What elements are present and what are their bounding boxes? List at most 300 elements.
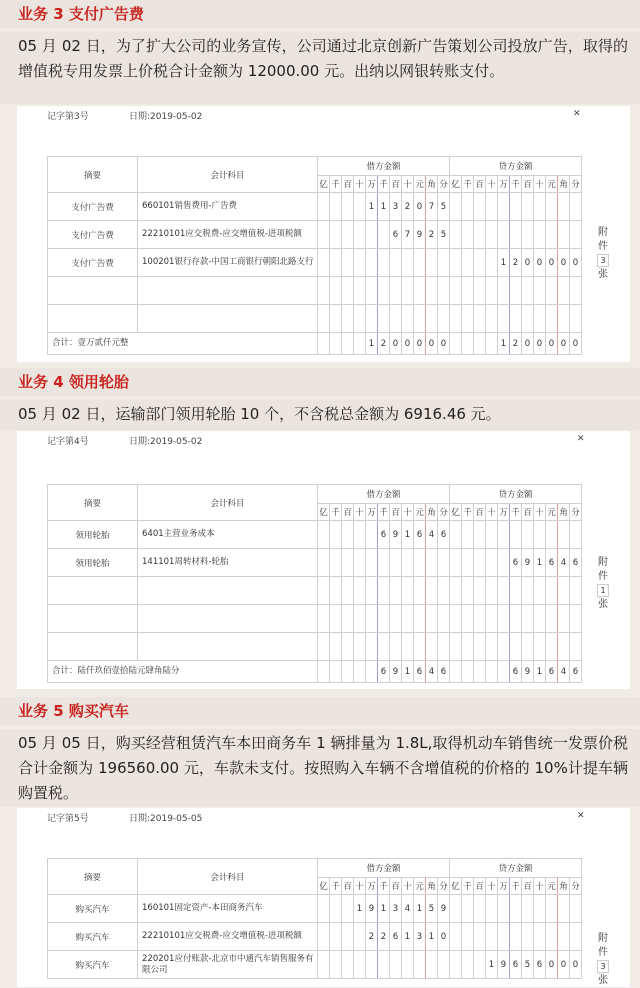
debit-digit — [342, 305, 354, 333]
debit-digit — [414, 277, 426, 305]
debit-digit — [366, 605, 378, 633]
voucher-number: 记字第4号 — [47, 437, 89, 447]
digit-header: 亿 — [450, 176, 462, 193]
credit-digit: 6 — [510, 549, 522, 577]
debit-digit — [342, 193, 354, 221]
digit-header: 百 — [474, 504, 486, 521]
debit-digit — [366, 661, 378, 683]
attach-label: 张 — [598, 599, 608, 610]
digit-header: 千 — [510, 504, 522, 521]
credit-digit — [534, 521, 546, 549]
debit-digit: 6 — [414, 661, 426, 683]
credit-digit — [534, 633, 546, 661]
attach-label: 件 — [598, 571, 608, 582]
debit-digit — [402, 305, 414, 333]
debit-digit — [414, 549, 426, 577]
debit-digit: 2 — [426, 221, 438, 249]
digit-header: 亿 — [318, 176, 330, 193]
voucher-table — [47, 484, 582, 683]
debit-digit — [342, 249, 354, 277]
credit-digit — [570, 605, 582, 633]
digit-header: 百 — [522, 504, 534, 521]
credit-digit — [462, 221, 474, 249]
credit-digit — [474, 633, 486, 661]
credit-digit — [474, 221, 486, 249]
debit-digit — [318, 923, 330, 951]
credit-digit — [570, 221, 582, 249]
subject-cell — [138, 277, 318, 305]
credit-digit — [486, 221, 498, 249]
credit-digit — [450, 193, 462, 221]
credit-digit: 6 — [546, 549, 558, 577]
summary-cell: 支付广告费 — [48, 193, 138, 221]
debit-digit: 1 — [378, 193, 390, 221]
digit-header: 百 — [342, 504, 354, 521]
credit-digit — [558, 633, 570, 661]
credit-digit — [546, 193, 558, 221]
debit-digit — [390, 305, 402, 333]
debit-digit: 1 — [402, 923, 414, 951]
credit-digit — [450, 221, 462, 249]
credit-digit — [498, 895, 510, 923]
digit-header: 十 — [534, 176, 546, 193]
debit-digit — [366, 577, 378, 605]
credit-digit — [546, 577, 558, 605]
credit-digit — [486, 249, 498, 277]
attachment-count — [595, 556, 611, 612]
debit-digit — [318, 521, 330, 549]
credit-digit — [498, 305, 510, 333]
subject-cell: 22210101应交税费-应交增值税-进项税额 — [138, 923, 318, 951]
table-row — [48, 577, 582, 605]
digit-header: 百 — [390, 176, 402, 193]
credit-digit — [486, 661, 498, 683]
debit-digit — [354, 577, 366, 605]
table-row — [48, 633, 582, 661]
credit-digit: 2 — [510, 249, 522, 277]
debit-digit — [330, 333, 342, 355]
credit-digit: 6 — [546, 661, 558, 683]
debit-digit — [378, 577, 390, 605]
credit-digit: 0 — [570, 249, 582, 277]
digit-header: 亿 — [318, 878, 330, 895]
digit-header: 亿 — [450, 878, 462, 895]
credit-digit — [450, 249, 462, 277]
digit-header: 十 — [486, 504, 498, 521]
debit-digit — [426, 549, 438, 577]
debit-digit — [342, 333, 354, 355]
digit-header: 角 — [426, 878, 438, 895]
debit-digit: 2 — [378, 333, 390, 355]
debit-digit — [318, 605, 330, 633]
digit-header: 分 — [570, 504, 582, 521]
debit-digit: 9 — [366, 895, 378, 923]
debit-digit — [354, 549, 366, 577]
debit-digit — [318, 221, 330, 249]
digit-header: 角 — [558, 878, 570, 895]
debit-digit — [342, 577, 354, 605]
debit-header: 借方金额 — [318, 157, 450, 176]
table-row — [48, 193, 582, 221]
subject-cell: 141101周转材料-轮胎 — [138, 549, 318, 577]
credit-digit: 4 — [558, 661, 570, 683]
debit-digit — [342, 221, 354, 249]
credit-digit — [534, 577, 546, 605]
debit-digit — [330, 521, 342, 549]
voucher-header — [17, 431, 630, 447]
credit-digit — [570, 577, 582, 605]
debit-digit: 4 — [426, 661, 438, 683]
credit-digit — [486, 521, 498, 549]
section-heading: 业务 3 支付广告费 — [0, 0, 640, 28]
credit-digit — [474, 305, 486, 333]
credit-digit: 5 — [522, 951, 534, 979]
debit-digit: 6 — [414, 521, 426, 549]
debit-digit — [354, 661, 366, 683]
table-row — [48, 521, 582, 549]
debit-digit — [438, 549, 450, 577]
digit-header: 十 — [402, 878, 414, 895]
debit-digit — [438, 951, 450, 979]
voucher-date: 日期:2019-05-05 — [129, 814, 203, 824]
debit-digit — [438, 605, 450, 633]
credit-digit — [462, 333, 474, 355]
credit-digit — [486, 549, 498, 577]
subject-cell: 22210101应交税费-应交增值税-进项税额 — [138, 221, 318, 249]
credit-digit — [450, 605, 462, 633]
debit-digit: 2 — [378, 923, 390, 951]
credit-digit — [498, 277, 510, 305]
debit-digit — [330, 193, 342, 221]
close-icon[interactable]: ✕ — [577, 811, 585, 821]
digit-header: 元 — [414, 504, 426, 521]
debit-digit — [366, 951, 378, 979]
credit-digit — [450, 305, 462, 333]
summary-header: 摘要 — [48, 485, 138, 521]
credit-digit — [474, 895, 486, 923]
credit-digit — [522, 221, 534, 249]
credit-digit — [546, 277, 558, 305]
credit-header: 贷方金额 — [450, 859, 582, 878]
credit-digit — [510, 193, 522, 221]
digit-header: 十 — [354, 878, 366, 895]
debit-digit — [366, 633, 378, 661]
debit-digit: 0 — [438, 333, 450, 355]
attach-label: 附 — [598, 227, 608, 238]
digit-header: 分 — [438, 176, 450, 193]
voucher-number: 记字第3号 — [47, 112, 89, 122]
debit-digit — [378, 221, 390, 249]
credit-digit — [534, 605, 546, 633]
debit-digit — [402, 951, 414, 979]
voucher-table — [47, 156, 582, 355]
debit-digit: 9 — [390, 661, 402, 683]
debit-digit — [366, 221, 378, 249]
debit-digit: 7 — [402, 221, 414, 249]
credit-digit — [474, 249, 486, 277]
debit-digit — [426, 577, 438, 605]
credit-digit — [546, 633, 558, 661]
debit-digit: 1 — [366, 193, 378, 221]
debit-digit — [318, 895, 330, 923]
debit-digit: 1 — [378, 895, 390, 923]
credit-digit — [534, 277, 546, 305]
debit-digit — [366, 521, 378, 549]
debit-digit: 9 — [390, 521, 402, 549]
credit-digit: 1 — [498, 333, 510, 355]
debit-digit — [330, 605, 342, 633]
credit-digit — [462, 633, 474, 661]
credit-digit — [462, 521, 474, 549]
credit-digit: 6 — [570, 549, 582, 577]
digit-header: 千 — [510, 878, 522, 895]
digit-header: 千 — [330, 878, 342, 895]
credit-digit — [462, 549, 474, 577]
section-paragraph: 05 月 02 日，运输部门领用轮胎 10 个，不含税总金额为 6916.46 元。 — [0, 400, 640, 430]
total-row — [48, 333, 582, 355]
credit-digit — [462, 661, 474, 683]
debit-digit — [426, 605, 438, 633]
credit-digit: 2 — [510, 333, 522, 355]
credit-digit — [570, 277, 582, 305]
debit-digit: 0 — [390, 333, 402, 355]
credit-digit — [510, 277, 522, 305]
digit-header: 十 — [486, 878, 498, 895]
credit-digit: 0 — [558, 333, 570, 355]
digit-header: 百 — [522, 878, 534, 895]
attach-label: 件 — [598, 947, 608, 958]
credit-digit: 4 — [558, 549, 570, 577]
debit-digit — [342, 549, 354, 577]
debit-digit — [318, 549, 330, 577]
credit-digit — [534, 221, 546, 249]
summary-cell — [48, 305, 138, 333]
credit-digit — [546, 895, 558, 923]
digit-header: 万 — [498, 176, 510, 193]
debit-digit — [342, 661, 354, 683]
credit-digit — [462, 951, 474, 979]
credit-digit — [546, 521, 558, 549]
table-header-row — [48, 157, 582, 176]
attach-label: 张 — [598, 269, 608, 280]
debit-digit: 1 — [426, 923, 438, 951]
credit-digit: 0 — [534, 333, 546, 355]
debit-digit — [342, 277, 354, 305]
credit-digit — [522, 633, 534, 661]
credit-digit — [486, 577, 498, 605]
digit-header: 千 — [330, 504, 342, 521]
credit-digit: 0 — [570, 333, 582, 355]
debit-digit — [378, 549, 390, 577]
voucher-date: 日期:2019-05-02 — [129, 437, 203, 447]
credit-digit: 1 — [486, 951, 498, 979]
debit-digit — [330, 549, 342, 577]
digit-header: 千 — [462, 176, 474, 193]
summary-cell: 领用轮胎 — [48, 549, 138, 577]
credit-digit: 6 — [534, 951, 546, 979]
debit-digit — [354, 249, 366, 277]
debit-digit — [318, 633, 330, 661]
debit-digit — [402, 277, 414, 305]
summary-cell: 领用轮胎 — [48, 521, 138, 549]
digit-header: 万 — [498, 504, 510, 521]
debit-digit — [354, 521, 366, 549]
credit-digit: 0 — [546, 951, 558, 979]
credit-digit — [570, 895, 582, 923]
debit-digit: 5 — [438, 193, 450, 221]
credit-digit — [510, 521, 522, 549]
debit-digit — [366, 277, 378, 305]
credit-digit — [486, 333, 498, 355]
debit-digit — [426, 633, 438, 661]
credit-digit — [474, 333, 486, 355]
credit-digit — [498, 549, 510, 577]
credit-digit — [546, 305, 558, 333]
credit-digit — [462, 923, 474, 951]
credit-digit — [474, 549, 486, 577]
section-paragraph: 05 月 02 日，为了扩大公司的业务宣传，公司通过北京创新广告策划公司投放广告，取得的增值税专用发票上价税合计金额为 12000.00 元。出纳以网银转账支付。 — [0, 32, 640, 104]
debit-digit: 6 — [390, 923, 402, 951]
section-heading: 业务 4 领用轮胎 — [0, 368, 640, 396]
voucher-number: 记字第5号 — [47, 814, 89, 824]
debit-digit — [354, 333, 366, 355]
summary-cell: 支付广告费 — [48, 249, 138, 277]
debit-digit — [378, 305, 390, 333]
debit-digit: 5 — [438, 221, 450, 249]
digit-header: 十 — [402, 504, 414, 521]
credit-digit — [486, 277, 498, 305]
voucher-panel — [17, 431, 630, 689]
attach-number: 3 — [597, 960, 609, 973]
credit-digit — [486, 633, 498, 661]
credit-digit — [474, 923, 486, 951]
debit-digit — [354, 221, 366, 249]
debit-digit — [438, 277, 450, 305]
credit-digit — [522, 895, 534, 923]
table-row — [48, 895, 582, 923]
credit-digit — [486, 305, 498, 333]
debit-digit — [390, 549, 402, 577]
digit-header: 千 — [510, 176, 522, 193]
credit-digit — [450, 521, 462, 549]
credit-digit — [474, 277, 486, 305]
close-icon[interactable]: ✕ — [573, 109, 581, 119]
debit-digit — [378, 633, 390, 661]
subject-cell: 660101销售费用-广告费 — [138, 193, 318, 221]
credit-digit — [474, 661, 486, 683]
digit-header: 分 — [570, 176, 582, 193]
debit-digit — [330, 923, 342, 951]
credit-digit — [498, 633, 510, 661]
credit-digit — [450, 277, 462, 305]
debit-digit — [330, 249, 342, 277]
digit-header: 百 — [390, 504, 402, 521]
debit-digit: 1 — [402, 661, 414, 683]
debit-digit: 1 — [402, 521, 414, 549]
credit-digit — [570, 521, 582, 549]
voucher-header — [17, 808, 630, 824]
credit-digit — [450, 577, 462, 605]
debit-digit — [330, 951, 342, 979]
digit-header: 万 — [366, 504, 378, 521]
table-row — [48, 549, 582, 577]
credit-digit: 9 — [522, 549, 534, 577]
credit-digit — [462, 895, 474, 923]
debit-digit — [414, 249, 426, 277]
credit-digit — [558, 305, 570, 333]
debit-digit — [366, 305, 378, 333]
attachment-count — [595, 932, 611, 988]
table-row — [48, 221, 582, 249]
digit-header: 分 — [438, 504, 450, 521]
debit-digit: 0 — [414, 333, 426, 355]
debit-digit — [438, 305, 450, 333]
debit-digit — [330, 661, 342, 683]
digit-header: 十 — [354, 176, 366, 193]
debit-digit — [342, 951, 354, 979]
debit-digit — [378, 277, 390, 305]
table-row — [48, 951, 582, 979]
digit-header: 元 — [414, 176, 426, 193]
debit-digit — [402, 605, 414, 633]
total-label: 合计：壹万贰仟元整 — [48, 333, 318, 355]
credit-digit — [462, 577, 474, 605]
debit-digit — [342, 605, 354, 633]
debit-digit — [414, 577, 426, 605]
credit-digit: 0 — [522, 333, 534, 355]
credit-digit — [450, 661, 462, 683]
credit-digit — [498, 577, 510, 605]
debit-digit — [354, 951, 366, 979]
summary-cell: 购买汽车 — [48, 895, 138, 923]
summary-cell — [48, 577, 138, 605]
digit-header: 亿 — [318, 504, 330, 521]
debit-digit: 6 — [378, 661, 390, 683]
debit-digit: 0 — [402, 333, 414, 355]
credit-digit — [510, 577, 522, 605]
credit-digit: 6 — [570, 661, 582, 683]
credit-digit — [450, 633, 462, 661]
credit-digit — [486, 923, 498, 951]
summary-header: 摘要 — [48, 859, 138, 895]
credit-digit — [558, 895, 570, 923]
digit-header: 千 — [462, 504, 474, 521]
credit-digit — [558, 605, 570, 633]
credit-digit — [510, 221, 522, 249]
debit-digit — [390, 277, 402, 305]
credit-digit — [570, 923, 582, 951]
voucher-date: 日期:2019-05-02 — [129, 112, 203, 122]
debit-digit — [354, 605, 366, 633]
close-icon[interactable]: ✕ — [577, 434, 585, 444]
debit-digit — [342, 923, 354, 951]
credit-digit — [450, 923, 462, 951]
debit-digit: 6 — [378, 521, 390, 549]
subject-cell — [138, 633, 318, 661]
subject-cell — [138, 577, 318, 605]
debit-digit — [426, 951, 438, 979]
credit-digit — [450, 549, 462, 577]
debit-digit: 6 — [390, 221, 402, 249]
debit-digit: 3 — [390, 193, 402, 221]
credit-digit — [474, 577, 486, 605]
credit-digit — [534, 895, 546, 923]
debit-digit: 1 — [414, 895, 426, 923]
digit-header: 角 — [426, 176, 438, 193]
table-row — [48, 605, 582, 633]
debit-digit — [342, 521, 354, 549]
summary-cell: 购买汽车 — [48, 923, 138, 951]
